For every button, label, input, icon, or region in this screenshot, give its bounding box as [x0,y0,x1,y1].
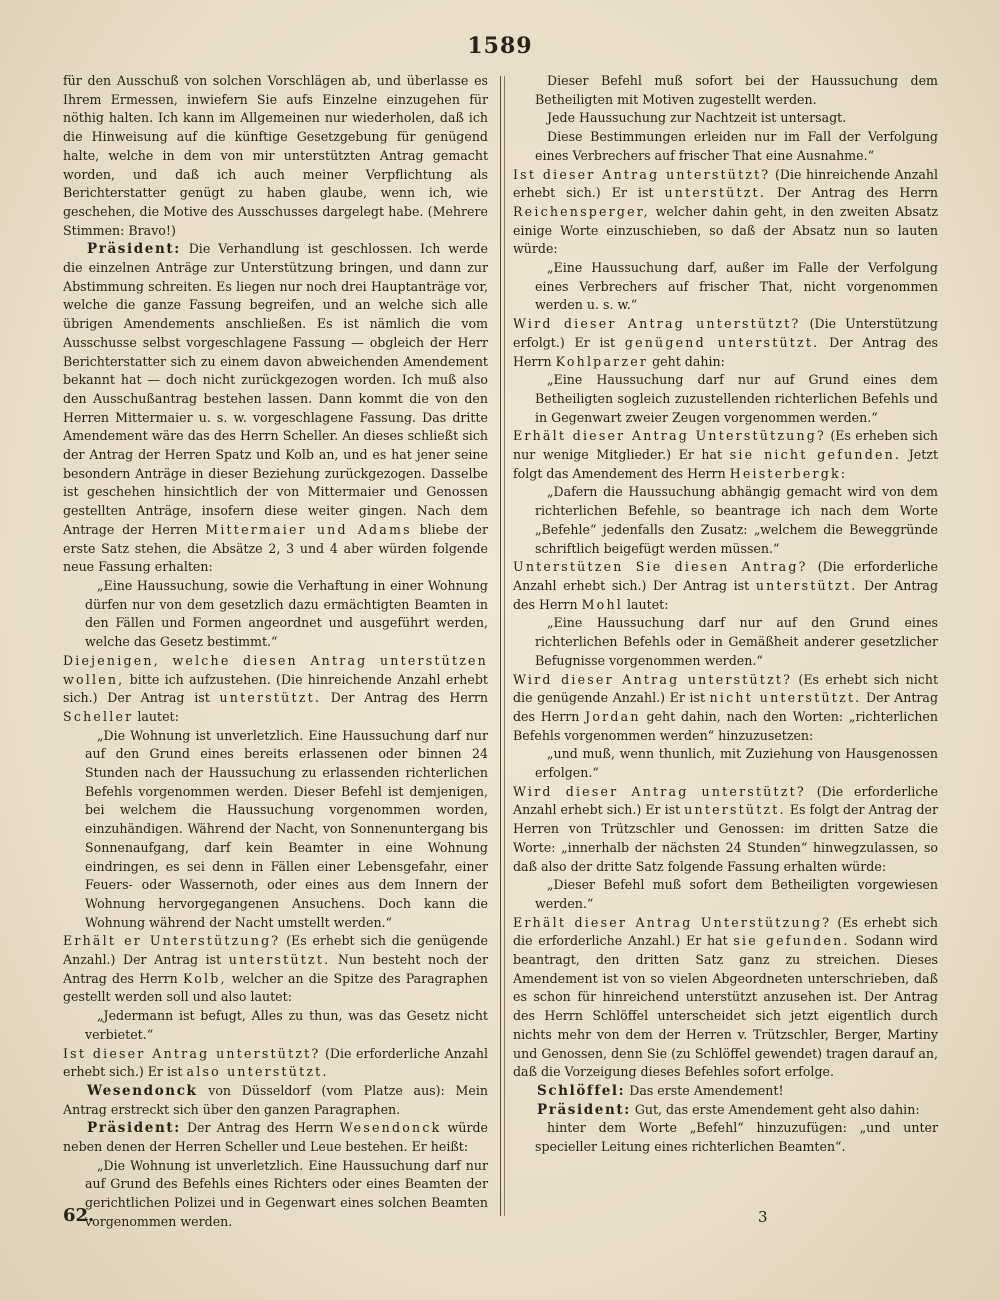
spaced-phrase: Ist dieser Antrag unterstützt? [513,166,771,182]
spaced-phrase: Unterstützen Sie diesen Antrag? [513,559,808,575]
spaced-phrase: unterstützt. [219,690,322,706]
person-names: Mittermaier und Adams [205,521,412,537]
paragraph-text: Gut, das erste Amendement geht also dahin: [630,1101,920,1117]
paragraph [513,315,938,371]
paragraph [513,671,938,746]
right-column [513,72,938,1157]
footer-number: 3 [758,1208,768,1226]
quoted-amendment: „und muß, wenn thunlich, mit Zuziehung von Hausgenossen erfolgen.“ [535,746,938,781]
quoted-amendment: „Dieser Befehl muß sofort dem Betheiligten vorgewiesen werden.“ [535,877,938,911]
paragraph [63,1082,488,1119]
quoted-amendment: „Eine Haussuchung, sowie die Verhaftung in einer Wohnung dürfen nur von dem gesetzlich dazu ermächtigten Beamten in den Fällen und Formen angeordnet und ausgeführt werden, welche das Gesetz bestimmt.“ [85,577,488,650]
spaced-phrase: Diejenigen, welche diesen Antrag unterstützen wollen, [63,652,488,687]
person-name: Mohl [581,596,623,612]
quoted-amendment: „Eine Haussuchung darf, außer im Falle der Verfolgung eines Verbrechers auf frischer That, nicht vorgenommen werden u. s. w.“ [535,260,938,313]
paragraph-text: Der Antrag des Herrn [513,577,939,612]
paragraph-text: Jetzt folgt das Amendement des Herrn [513,447,939,481]
paragraph-text: Es folgt der Antrag der Herren von Trützschler und Genossen: im dritten Satze die Worte: „innerhalb der nächsten 24 Stunden“ hinwegzulassen, so daß also der dritte Satz folgende Fassung erhalten würde: [513,802,938,874]
speaker-name: Schlöffel: [537,1082,626,1099]
quoted-amendment: „Eine Haussuchung darf nur auf den Grund eines richterlichen Befehls oder in Gemäßheit anderer gesetzlicher Befugnisse vorgenommen werden.“ [535,615,938,668]
person-name: Wesendonck [339,1120,442,1136]
person-name: Kolb, [182,970,227,986]
spaced-phrase: sie gefunden. [733,933,850,949]
paragraph-text: würde neben denen der Herren Scheller und Leue bestehen. Er heißt: [63,1120,488,1155]
paragraph [513,427,938,483]
person-name: Heisterbergk: [729,465,848,481]
spaced-phrase: unterstützt. [684,802,786,818]
paragraph-text: lautet: [623,596,669,612]
speaker-name: Präsident: [537,1101,631,1118]
spaced-phrase: Ist dieser Antrag unterstützt? [63,1045,321,1061]
paragraph [513,166,938,260]
spaced-phrase: also unterstützt. [186,1064,329,1080]
quoted-amendment: „Eine Haussuchung darf nur auf Grund eines dem Betheiligten sogleich zuzustellenden richterlichen Befehls und in Gegenwart zweier Zeugen vorgenommen werden.“ [535,372,938,425]
paragraph [63,652,488,727]
paragraph-text: Der Antrag des Herrn [513,334,939,369]
paragraph-text: Sodann wird beantragt, den dritten Satz ganz zu streichen. Dieses Amendement ist von so vielen Abgeordneten unterschrieben, daß es schon für hinreichend unterstützt anzusehen ist. Der Antrag des Herrn Schlöffel unterscheidet sich jetzt eigentlich durch nichts mehr von dem der Herren v. Trützschler, Berger, Martiny und Genossen, denn Sie (zu Schlöffel gewendet) tragen darauf an, daß die Vorzeigung dieses Befehles sofort erfolge. [513,933,938,1080]
spaced-phrase: nicht unterstützt. [709,690,862,706]
paragraph-text: Der Antrag des Herrn [766,185,938,201]
paragraph-text: geht dahin, nach den Worten: „richterlichen Befehls vorgenommen werden“ hinzuzusetzen: [513,708,938,743]
paragraph-text: geht dahin: [648,353,725,369]
paragraph [513,1082,938,1101]
left-column [63,72,488,1232]
spaced-phrase: Erhält er Unterstützung? [63,933,281,949]
paragraph-text: Nun besteht noch der Antrag des Herrn [63,952,488,986]
spaced-phrase: unterstützt. [228,952,331,968]
paragraph [513,783,938,877]
quoted-amendment: Diese Bestimmungen erleiden nur im Fall der Verfolgung eines Verbrechers auf frischer That eine Ausnahme.“ [535,129,938,163]
paragraph [63,1119,488,1156]
spaced-phrase: sie nicht gefunden. [729,447,902,463]
spaced-phrase: Erhält dieser Antrag Unterstützung? [513,914,832,930]
quoted-amendment: „Die Wohnung ist unverletzlich. Eine Haussuchung darf nur auf Grund des Befehls eines Richters oder eines Beamten der gerichtlichen Polizei und in Gegenwart eines solchen Beamten vorgenommen werden. [85,1157,488,1229]
speaker-name: Präsident: [87,241,181,258]
paragraph-text: Die Verhandlung ist geschlossen. Ich werde die einzelnen Anträge zur Unterstützung bringen, und dann zur Abstimmung schreiten. Es liegen nur noch drei Hauptanträge vor, welche die ganze Fassung begreifen, und an welche sich alle übrigen Amendements anschließen. Es ist nämlich die vom Ausschusse selbst vorgeschlagene Fassung — obgleich der Herr Berichterstatter sich zu einem davon abweichenden Amendement bekannt hat — doch nicht zurückgezogen worden. Ich muß also den Ausschußantrag bestehen lassen. Dann kommt die von den Herren Mittermaier u. s. w. vorgeschlagene Fassung. Das dritte Amendement wäre das des Herrn Scheller. An dieses schließt sich der Antrag der Herren Spatz und Kolb an, und es hat jener seine besondern Anträge in dieser Beziehung zurückgezogen. Dasselbe ist geschehen hinsichtlich der von Mittermaier und Genossen gestellten Anträge, insofern diese weiter gingen. Nach dem Antrage der Herren [63,241,488,537]
spaced-phrase: unterstützt. [755,577,858,593]
paragraph-text: von Düsseldorf (vom Platze aus): Mein Antrag erstreckt sich über den ganzen Paragraphen. [63,1082,488,1117]
speaker-name: Wesendonck [87,1082,198,1099]
paragraph-text: (Die Unterstützung erfolgt.) Er ist [513,316,938,350]
paragraph-text: (Es erheben sich nur wenige Mitglieder.) Er hat [513,428,938,463]
paragraph [513,914,938,1082]
paragraph-text: Der Antrag des Herrn [180,1120,340,1136]
person-name: Kohlparzer [555,353,649,369]
paragraph-text: (Es erhebt sich nicht die genügende Anzahl.) Er ist [513,671,939,706]
paragraph [63,1045,488,1082]
spaced-phrase: genügend unterstützt. [624,334,820,350]
quoted-amendment: „Dafern die Haussuchung abhängig gemacht wird von dem richterlichen Befehle, so beantrage ich nach dem Worte „Befehle“ jedenfalls den Zusatz: „welchem die Beweggründe schriftlich beigefügt werden müssen.“ [535,484,938,556]
quoted-amendment: „Die Wohnung ist unverletzlich. Eine Haussuchung darf nur auf den Grund eines bereits erlassenen oder binnen 24 Stunden nach der Haussuchung zu erlassenden richterlichen Befehls vorgenommen werden. Dieser Befehl ist demjenigen, bei welchem die Haussuchung vorgenommen worden, einzuhändigen. Während der Nacht, von Sonnenuntergang bis Sonnenaufgang, darf kein Beamter in eine Wohnung eindringen, es sei denn in Fällen einer Lebensgefahr, einer Feuers- oder Wassernoth, oder eines aus dem Innern der Wohnung hervorgegangenen Ansuchens. Doch kann die Wohnung während der Nacht umstellt werden.“ [85,727,488,930]
spaced-phrase: Wird dieser Antrag unterstützt? [513,316,801,332]
column-divider-secondary [504,76,505,1216]
paragraph-text: Das erste Amendement! [625,1082,784,1098]
person-name: Jordan [585,708,641,724]
paragraph-text: (Es erhebt sich die erforderliche Anzahl.) Er hat [513,914,938,949]
paragraph [63,240,488,577]
quoted-amendment: Jede Haussuchung zur Nachtzeit ist untersagt. [547,110,847,126]
paragraph-text: welcher an die Spitze des Paragraphen gestellt werden soll und also lautet: [63,970,488,1005]
column-divider [500,76,501,1216]
paragraph-text: (Die hinreichende Anzahl erhebt sich.) Er ist [513,166,939,201]
page-number: 1589 [467,33,533,59]
signature-mark: 62. [63,1205,95,1226]
spaced-phrase: Wird dieser Antrag unterstützt? [513,671,793,687]
paragraph-text: lautet: [133,708,179,724]
paragraph-text: welcher dahin geht, in den zweiten Absatz einige Worte einzuschieben, so daß der Absatz nun so lauten würde: [513,203,938,257]
paragraph-text: Der Antrag des Herrn [321,690,488,706]
spaced-phrase: Erhält dieser Antrag Unterstützung? [513,428,826,444]
spaced-phrase: unterstützt. [664,185,767,201]
paragraph-text: Der Antrag des Herrn [513,690,938,724]
paragraph-text: bliebe der erste Satz stehen, die Absätze 2, 3 und 4 aber würden folgende neue Fassung erhalten: [63,521,488,575]
spaced-phrase: Wird dieser Antrag unterstützt? [513,783,806,799]
quoted-amendment: Dieser Befehl muß sofort bei der Haussuchung dem Betheiligten mit Motiven zugestellt werden. [535,73,938,107]
paragraph [513,1101,938,1120]
paragraph [63,932,488,1007]
paragraph [513,558,938,614]
paragraph-text: (Die erforderliche Anzahl erhebt sich.) Er ist [513,783,938,818]
paragraph: für den Ausschuß von solchen Vorschlägen ab, und überlasse es Ihrem Ermessen, inwiefern Sie aufs Einzelne einzugehen für nöthig halten. Ich kann im Allgemeinen nur wiederholen, daß ich die Hinweisung auf die künftige Gesetzgebung für genügend halte, welche in dem von mir unterstützten Antrag gemacht worden, und daß ich auch meiner Verpflichtung als Berichterstatter genügt zu haben glaube, wenn ich, wie geschehen, die Motive des Ausschusses dargelegt habe. (Mehrere Stimmen: Bravo!) [63,73,488,238]
paragraph-text: (Die erforderliche Anzahl erhebt sich.) Der Antrag ist [513,559,938,593]
person-name: Reichensperger, [513,203,650,219]
paragraph-text: (Es erhebt sich die genügende Anzahl.) Der Antrag ist [63,933,488,968]
quoted-amendment: hinter dem Worte „Befehl“ hinzuzufügen: „und unter specieller Leitung eines richterlichen Beamten“. [535,1120,938,1155]
paragraph-text: bitte ich aufzustehen. (Die hinreichende Anzahl erhebt sich.) Der Antrag ist [63,671,488,706]
speaker-name: Präsident: [87,1120,181,1137]
paragraph-text: (Die erforderliche Anzahl erhebt sich.) Er ist [63,1045,488,1080]
quoted-amendment: „Jedermann ist befugt, Alles zu thun, was das Gesetz nicht verbietet.“ [85,1008,488,1042]
person-name: Scheller [63,708,134,724]
